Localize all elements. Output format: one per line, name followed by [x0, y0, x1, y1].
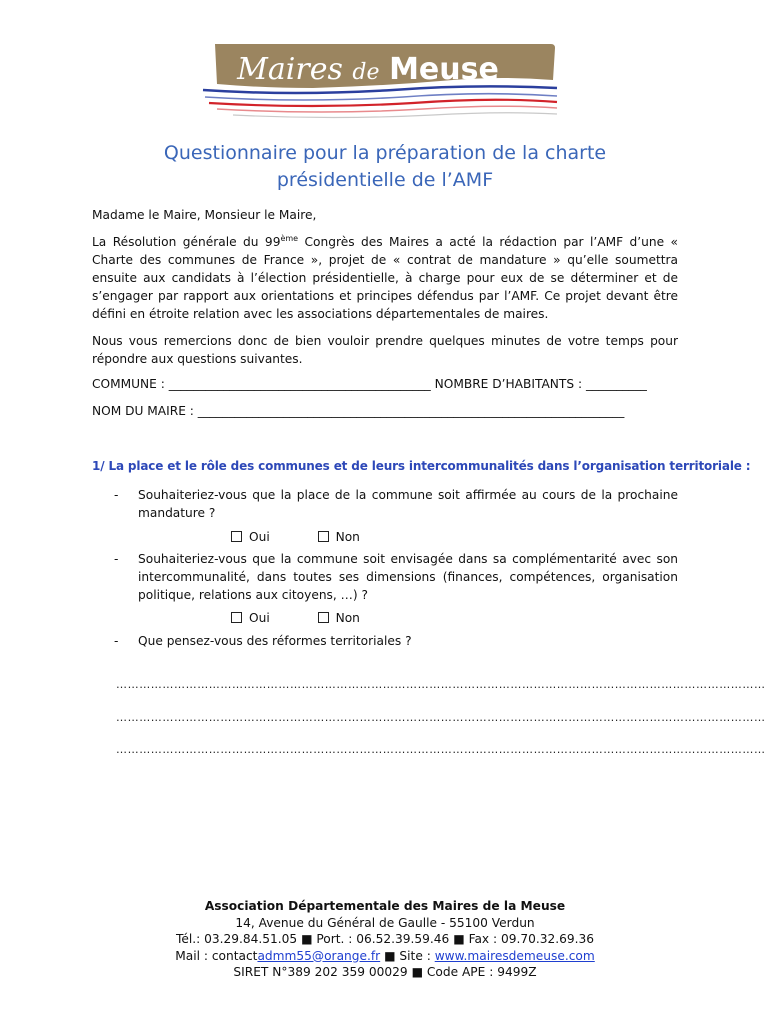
answer-line-2[interactable]: …………………………………………………………………………………………………………………………………………………… [116, 711, 766, 724]
question-1: - Souhaiteriez-vous que la place de la commune soit affirmée au cours de la prochaine mandature ? [114, 488, 678, 520]
footer-siret: SIRET N°389 202 359 00029 ■ Code APE : 9499Z [233, 965, 537, 979]
question-1-text: Souhaiteriez-vous que la place de la commune soit affirmée au cours de la prochaine mandature ? [138, 488, 678, 520]
document-title [92, 140, 678, 194]
website-link[interactable]: www.mairesdemeuse.com [434, 948, 595, 963]
email-link[interactable]: admm55@orange.fr [257, 948, 381, 963]
thanks-paragraph: Nous vous remercions donc de bien vouloir prendre quelques minutes de votre temps pour répondre aux questions suivantes. [92, 334, 678, 366]
maire-name-field-line[interactable]: NOM DU MAIRE : ______________________________________________________________________ [92, 404, 625, 418]
checkbox-icon[interactable] [318, 531, 329, 542]
question-1-choices [231, 530, 360, 544]
footer-address: 14, Avenue du Général de Gaulle - 55100 Verdun [235, 915, 535, 930]
title-line-2: présidentielle de l’AMF [276, 169, 494, 191]
footer-phone-line: Tél.: 03.29.84.51.05 ■ Port. : 06.52.39.59.46 ■ Fax : 09.70.32.69.36 [175, 932, 595, 946]
answer-line-1[interactable]: …………………………………………………………………………………………………………………………………………………… [116, 678, 766, 691]
footer [92, 898, 678, 981]
section-1-heading: 1/ La place et le rôle des communes et de leurs intercommunalités dans l’organisation territoriale : [92, 459, 751, 473]
q2-oui-option[interactable]: Oui [231, 611, 270, 625]
checkbox-icon[interactable] [231, 612, 242, 623]
q1-oui-option[interactable]: Oui [231, 530, 270, 544]
q2-non-option[interactable]: Non [318, 611, 360, 625]
footer-organization: Association Départementale des Maires de la Meuse [204, 899, 566, 913]
q1-non-option[interactable]: Non [318, 530, 360, 544]
question-2-choices [231, 611, 360, 625]
maires-de-meuse-logo [203, 40, 557, 124]
title-line-1: Questionnaire pour la préparation de la charte [163, 142, 607, 164]
intro-paragraph: La Résolution générale du 99ème Congrès des Maires a acté la rédaction par l’AMF d’une « Charte des communes de France », projet de « contrat de mandature » qu’elle soumettra ensuite aux candidats à l’élection présidentielle, à charge pour eux de se déterminer et de s’engager par rapport aux orientations et principes défendus par l’AMF. Ce projet devant être défini en étroite relation avec les associations départementales de maires. [92, 234, 678, 321]
logo-wordmark: Maires de Meuse [237, 52, 499, 87]
commune-field-line[interactable]: COMMUNE : ___________________________________________ NOMBRE D’HABITANTS : __________ [92, 377, 647, 391]
footer-contact-line: Mail : contactadmm55@orange.fr ■ Site : www.mairesdemeuse.com [175, 948, 595, 963]
answer-line-3[interactable]: …………………………………………………………………………………………………………………………………………………… [116, 743, 766, 756]
question-3: - Que pensez-vous des réformes territoriales ? [114, 632, 678, 650]
question-3-text: Que pensez-vous des réformes territoriales ? [138, 634, 412, 648]
question-2-text: Souhaiteriez-vous que la commune soit envisagée dans sa complémentarité avec son intercommunalité, dans toutes ses dimensions (finances, compétences, organisation politique, relations aux citoyens, …) ? [138, 552, 678, 602]
checkbox-icon[interactable] [231, 531, 242, 542]
greeting: Madame le Maire, Monsieur le Maire, [92, 208, 317, 222]
question-2: - Souhaiteriez-vous que la commune soit envisagée dans sa complémentarité avec son intercommunalité, dans toutes ses dimensions (finances, compétences, organisation politique, relations aux citoyens, …) ? [114, 552, 678, 602]
checkbox-icon[interactable] [318, 612, 329, 623]
